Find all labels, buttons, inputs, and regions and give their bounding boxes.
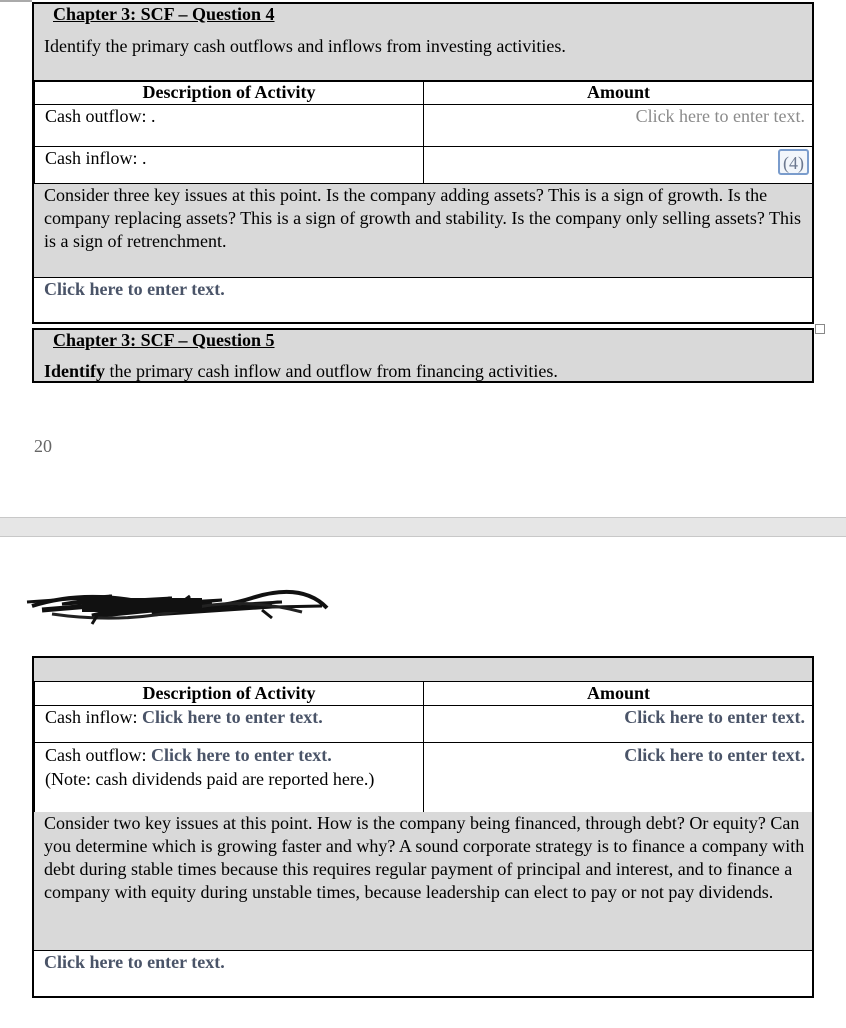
q5-row1-label-input[interactable]: Click here to enter text. xyxy=(142,707,323,727)
page-break xyxy=(0,517,846,537)
q5-row1-amount[interactable]: Click here to enter text. xyxy=(624,707,805,727)
q4-col-description: Description of Activity xyxy=(34,80,424,105)
redaction-scribble xyxy=(22,588,332,628)
q5-instruction xyxy=(44,361,558,382)
q5-consider-box xyxy=(32,812,814,951)
q5-consider-text: Consider two key issues at this point. How is the company being financed, through debt? Or equity? Can you determine which is growing faster and why? A sound corporate strategy is to finance a company with debt during stable times because this requires regular payment of principal and interest, and to finance a company with equity during unstable times, because leadership can elect to pay or not pay dividends. xyxy=(44,813,805,902)
q5-row2-label-cell xyxy=(34,742,424,813)
q5-header-box xyxy=(32,328,814,383)
q4-row1-amount[interactable]: Click here to enter text. xyxy=(635,106,805,126)
q4-header-box xyxy=(32,2,814,82)
q4-answer[interactable]: Click here to enter text. xyxy=(44,279,225,299)
q4-answer-box xyxy=(32,277,814,324)
q4-row2-label[interactable]: Cash inflow: . xyxy=(34,146,424,184)
q5-row2-note: (Note: cash dividends paid are reported here.) xyxy=(45,769,375,789)
q4-consider-box xyxy=(32,184,814,278)
q5-answer-box xyxy=(32,950,814,998)
table-move-handle[interactable] xyxy=(815,324,825,334)
q5-heading: Chapter 3: SCF – Question 5 xyxy=(53,330,275,350)
top-corner-mark xyxy=(0,0,32,2)
q5-row1-label: Cash inflow: xyxy=(45,707,142,727)
q5-row2-amount-cell xyxy=(423,742,814,813)
q5-row1-label-cell xyxy=(34,705,424,743)
q5-row2-amount[interactable]: Click here to enter text. xyxy=(624,745,805,765)
q4-table xyxy=(32,80,814,184)
q5-instruction-rest: the primary cash inflow and outflow from financing activities. xyxy=(105,361,558,381)
q4-row1-amount-cell xyxy=(423,104,814,147)
q5-row1-amount-cell xyxy=(423,705,814,743)
q4-col-amount: Amount xyxy=(423,80,814,105)
q4-consider-text: Consider three key issues at this point. Is the company adding assets? This is a sign of growth. Is the company replacing assets? This is a sign of growth and stability. Is the company only selling assets? This is a sign of retrenchment. xyxy=(44,185,802,251)
q5-answer[interactable]: Click here to enter text. xyxy=(44,952,225,972)
q5-col-amount: Amount xyxy=(423,681,814,706)
q5-table xyxy=(32,681,814,813)
page-number: 20 xyxy=(34,436,52,456)
q4-row1-label[interactable]: Cash outflow: . xyxy=(34,104,424,147)
q4-instruction: Identify the primary cash outflows and inflows from investing activities. xyxy=(44,36,566,56)
q5-row2-label: Cash outflow: xyxy=(45,745,151,765)
q5-top-band xyxy=(32,656,814,682)
q4-row2-amount-cell xyxy=(423,146,814,184)
q4-row2-amount[interactable]: (4) xyxy=(778,149,809,175)
q5-instruction-bold: Identify xyxy=(44,361,106,381)
q4-heading: Chapter 3: SCF – Question 4 xyxy=(53,4,275,24)
q5-col-description: Description of Activity xyxy=(34,681,424,706)
q5-row2-label-input[interactable]: Click here to enter text. xyxy=(151,745,332,765)
